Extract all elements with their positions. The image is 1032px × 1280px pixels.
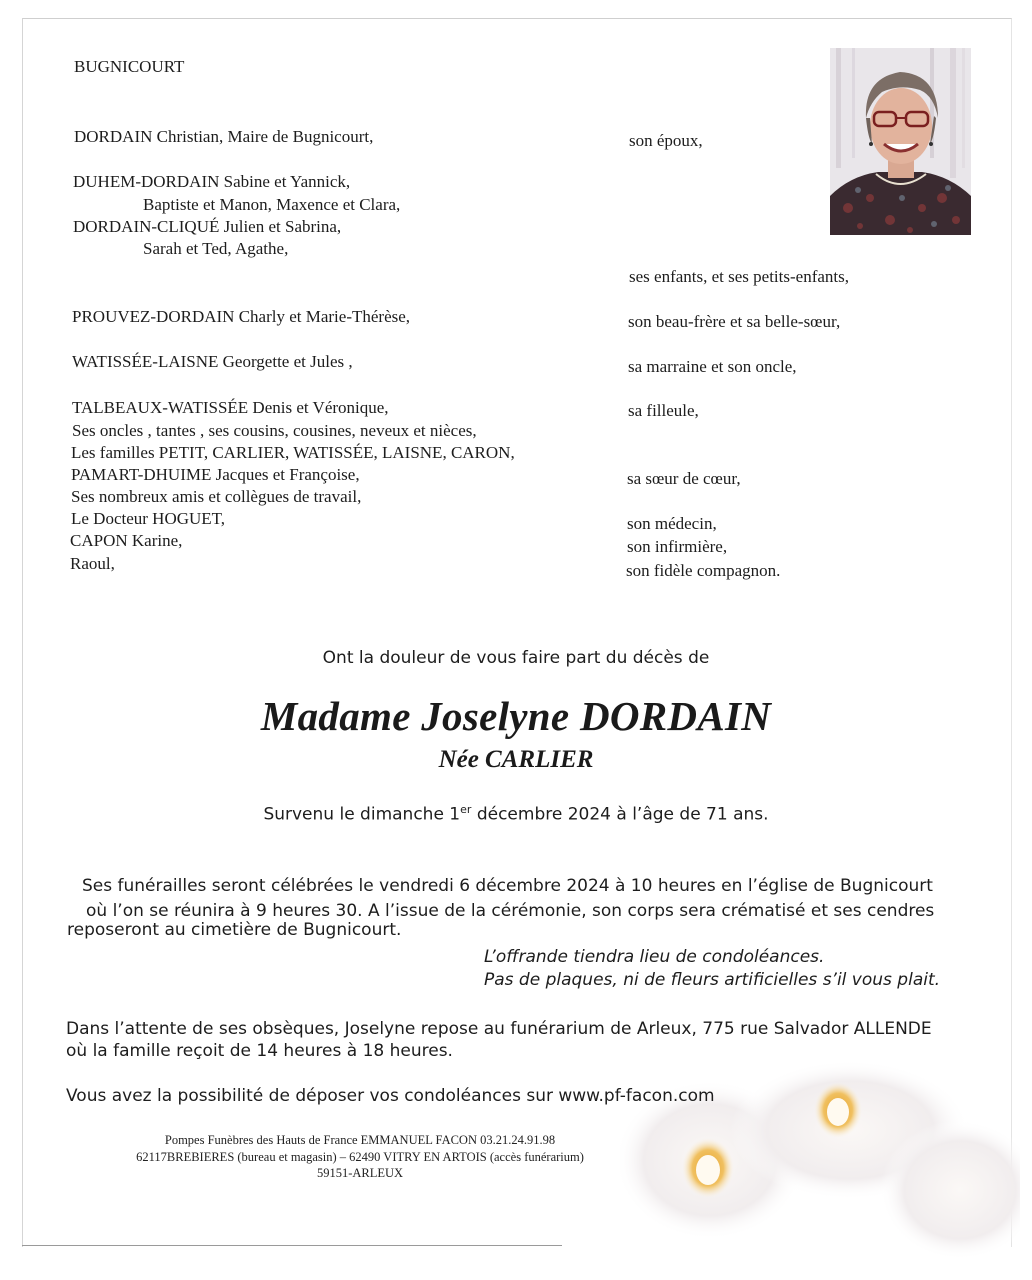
family-line: Ses nombreux amis et collègues de travail, [71, 487, 362, 506]
page-bottom-rule [22, 1245, 562, 1246]
funeral-home-line: 59151-ARLEUX [316, 1166, 404, 1180]
family-line: DORDAIN-CLIQUÉ Julien et Sabrina, [73, 217, 342, 236]
relation-line: sa filleule, [628, 401, 699, 420]
death-suffix: décembre 2024 à l’âge de 71 ans. [471, 804, 769, 825]
family-line: Les familles PETIT, CARLIER, WATISSÉE, LAISNE, CARON, [71, 443, 515, 462]
family-line: WATISSÉE-LAISNE Georgette et Jules , [72, 352, 353, 371]
funeral-line: Ses funérailles seront célébrées le vendredi 6 décembre 2024 à 10 heures en l’église de Bugnicourt [82, 876, 933, 896]
family-line: DUHEM-DORDAIN Sabine et Yannick, [73, 172, 351, 191]
rest-line: Dans l’attente de ses obsèques, Joselyne repose au funérarium de Arleux, 775 rue Salvador ALLENDE [66, 1019, 932, 1039]
relation-line: ses enfants, et ses petits-enfants, [629, 267, 849, 286]
death-ordinal: er [460, 803, 472, 816]
funeral-home-line: 62117BREBIERES (bureau et magasin) – 62490 VITRY EN ARTOIS (accès funérarium) [136, 1150, 584, 1164]
death-date-line [0, 803, 1032, 825]
family-line: Sarah et Ted, Agathe, [143, 239, 289, 258]
family-line: CAPON Karine, [70, 531, 183, 550]
deceased-name: Madame Joselyne DORDAIN [260, 693, 772, 739]
relation-line: sa marraine et son oncle, [628, 357, 797, 376]
town-heading: BUGNICOURT [74, 57, 185, 76]
funeral-line: reposeront au cimetière de Bugnicourt. [67, 920, 402, 940]
rest-line: où la famille reçoit de 14 heures à 18 heures. [66, 1041, 453, 1061]
family-line: PROUVEZ-DORDAIN Charly et Marie-Thérèse, [72, 307, 411, 326]
portrait-photo [830, 48, 971, 235]
family-line: Raoul, [70, 554, 115, 573]
relation-line: son médecin, [627, 514, 717, 533]
family-line: TALBEAUX-WATISSÉE Denis et Véronique, [72, 398, 389, 417]
family-line: Ses oncles , tantes , ses cousins, cousines, neveux et nièces, [72, 421, 477, 440]
condolences-line: Vous avez la possibilité de déposer vos condoléances sur www.pf-facon.com [66, 1086, 715, 1106]
relation-line: son époux, [629, 131, 703, 150]
announcement-intro: Ont la douleur de vous faire part du décès de [322, 648, 710, 668]
family-line: Le Docteur HOGUET, [71, 509, 226, 528]
relation-line: son fidèle compagnon. [626, 561, 781, 580]
death-prefix: Survenu le dimanche 1 [263, 804, 461, 825]
funeral-note: L’offrande tiendra lieu de condoléances. [484, 947, 825, 967]
relation-line: sa sœur de cœur, [627, 469, 741, 488]
funeral-note: Pas de plaques, ni de fleurs artificielles s’il vous plait. [484, 970, 941, 990]
relation-line: son beau-frère et sa belle-sœur, [628, 312, 841, 331]
funeral-home-line: Pompes Funèbres des Hauts de France EMMANUEL FACON 03.21.24.91.98 [164, 1133, 556, 1147]
portrait-illustration [830, 48, 971, 235]
relation-line: son infirmière, [627, 537, 728, 556]
family-line: DORDAIN Christian, Maire de Bugnicourt, [74, 127, 374, 146]
family-line: Baptiste et Manon, Maxence et Clara, [143, 195, 401, 214]
funeral-line: où l’on se réunira à 9 heures 30. A l’issue de la cérémonie, son corps sera crématisé et ses cendres [86, 901, 935, 921]
family-line: PAMART-DHUIME Jacques et Françoise, [71, 465, 360, 484]
maiden-name: Née CARLIER [438, 746, 594, 773]
